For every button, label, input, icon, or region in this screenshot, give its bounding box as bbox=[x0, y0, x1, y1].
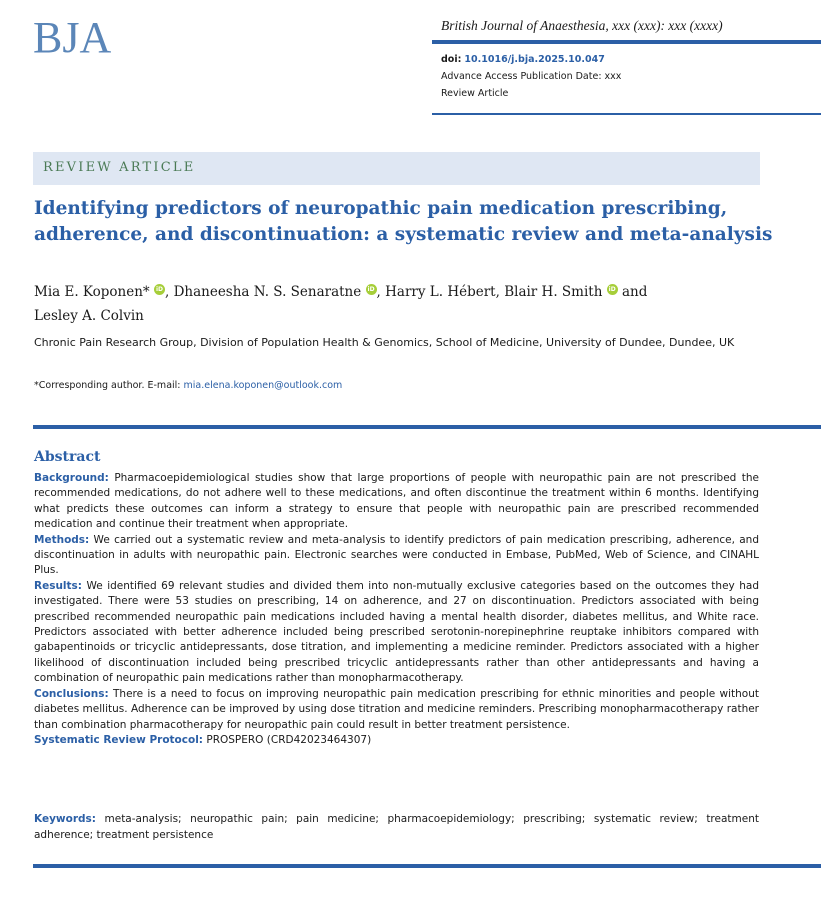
abstract-body bbox=[34, 471, 759, 748]
author-separator: , bbox=[376, 284, 386, 300]
doi-label: doi: bbox=[441, 54, 462, 65]
author-name[interactable]: Harry L. Hébert bbox=[385, 284, 496, 300]
abstract-methods bbox=[34, 533, 759, 579]
affiliation: Chronic Pain Research Group, Division of Population Health & Genomics, School of Medicine, University of Dundee, Dundee, UK bbox=[34, 336, 735, 349]
author-separator: and bbox=[617, 284, 648, 300]
keywords bbox=[34, 811, 759, 843]
abstract-background bbox=[34, 471, 759, 533]
article-title: Identifying predictors of neuropathic pain medication prescribing, adherence, and discontinuation: a systematic review and meta-analysis bbox=[34, 198, 773, 245]
article-type: Review Article bbox=[441, 88, 509, 99]
author-name[interactable]: Dhaneesha N. S. Senaratne bbox=[173, 284, 362, 300]
orcid-icon[interactable]: iD bbox=[367, 286, 375, 293]
abstract-protocol bbox=[34, 733, 759, 748]
banner-label: REVIEW ARTICLE bbox=[43, 160, 196, 175]
doi-link[interactable]: 10.1016/j.bja.2025.10.047 bbox=[464, 54, 605, 65]
abstract-heading: Abstract bbox=[34, 449, 101, 465]
results-text: We identified 69 relevant studies and divided them into non-mutually exclusive categories based on the outcomes they had investigated. There were 53 studies on prescribing, 14 on adherence, and 27 on discontinuation. Predictors associated with being prescribed recommended neuropathic pain medications included having a mental health disorder, diabetes mellitus, and White race. Predictors associated with better adherence included being prescribed serotonin-norepinephrine reuptake inhibitors compared with gabapentinoids or tricyclic antidepressants, dose titration, and implementing a medicine reminder. Predictors associated with a higher likelihood of discontinuation included being prescribed tricyclic antidepressants rather than other antidepressants and having a combination of neuropathic pain medications rather than monopharmacotherapy. bbox=[34, 579, 759, 685]
abstract-conclusions bbox=[34, 687, 759, 733]
author-name[interactable]: Lesley A. Colvin bbox=[34, 308, 144, 324]
section-banner bbox=[33, 152, 760, 185]
journal-citation: British Journal of Anaesthesia, xxx (xxx): xxx (xxxx) bbox=[441, 18, 723, 33]
protocol-label: Systematic Review Protocol: bbox=[34, 733, 204, 746]
corresponding-mark: * bbox=[142, 284, 150, 300]
abstract-results bbox=[34, 579, 759, 687]
author-name[interactable]: Mia E. Koponen bbox=[34, 284, 143, 300]
header-rule bbox=[432, 40, 821, 44]
doi-line bbox=[441, 54, 605, 65]
conclusions-text: There is a need to focus on improving neuropathic pain medication prescribing for ethnic minorities and people without diabetes mellitus. Adherence can be improved by using dose titration and medicine reminders. Prescribing monopharmacotherapy rather than combination pharmacotherapy for neuropathic pain could result in better treatment persistence. bbox=[34, 687, 759, 731]
background-label: Background: bbox=[34, 472, 109, 484]
meta-rule bbox=[432, 113, 821, 115]
background-text: Pharmacoepidemiological studies show that large proportions of people with neuropathic pain are not prescribed the recommended medications, do not adhere well to these medications, and often discontinue the treatment within 6 months. Identifying what predicts these outcomes can inform a strategy to ensure that people with neuropathic pain are prescribed recommended medication and continue their treatment when appropriate. bbox=[34, 472, 759, 531]
protocol-text: PROSPERO (CRD42023464307) bbox=[206, 733, 372, 746]
author-separator: , bbox=[495, 284, 505, 300]
keywords-text: meta-analysis; neuropathic pain; pain medicine; pharmacoepidemiology; prescribing; systematic review; treatment adherence; treatment persistence bbox=[34, 813, 759, 841]
methods-text: We carried out a systematic review and meta-analysis to identify predictors of pain medication prescribing, adherence, and discontinuation in adults with neuropathic pain. Electronic searches were conducted in Embase, PubMed, Web of Science, and CINAHL Plus. bbox=[34, 533, 759, 577]
author-separator: , bbox=[164, 284, 174, 300]
corresponding-author bbox=[34, 380, 734, 391]
corresponding-prefix: *Corresponding author. E-mail: bbox=[34, 380, 181, 391]
email-link[interactable]: mia.elena.koponen@outlook.com bbox=[183, 380, 343, 391]
advance-access: Advance Access Publication Date: xxx bbox=[441, 71, 622, 82]
journal-logo: BJA bbox=[33, 13, 112, 62]
orcid-icon[interactable]: iD bbox=[608, 286, 616, 293]
author-name[interactable]: Blair H. Smith bbox=[504, 284, 603, 300]
methods-label: Methods: bbox=[34, 533, 90, 546]
abstract-bottom-rule bbox=[33, 864, 821, 868]
abstract-top-rule bbox=[33, 425, 821, 429]
results-label: Results: bbox=[34, 579, 82, 592]
keywords-label: Keywords: bbox=[34, 813, 96, 825]
orcid-icon[interactable]: iD bbox=[155, 286, 163, 293]
author-list bbox=[34, 280, 764, 328]
conclusions-label: Conclusions: bbox=[34, 687, 109, 700]
